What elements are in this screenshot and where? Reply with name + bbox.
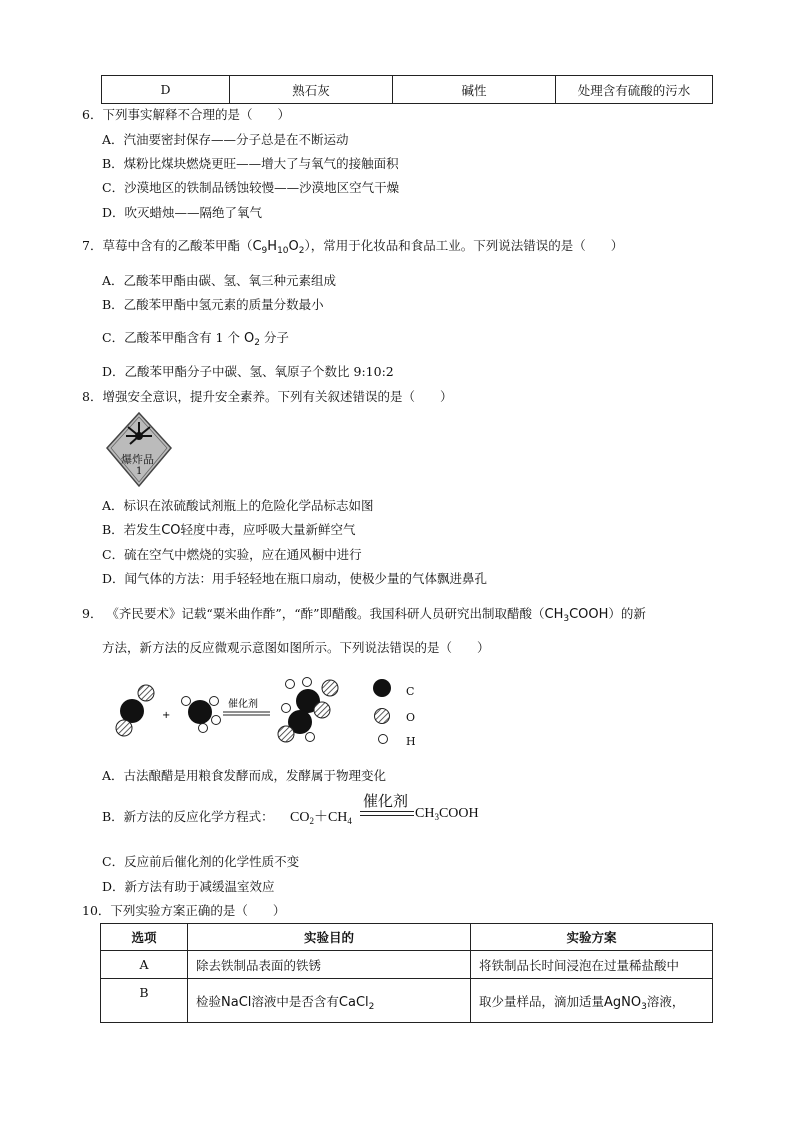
q8-stem: 8．增强安全意识，提升安全素养。下列有关叙述错误的是（ ）	[82, 389, 453, 404]
equation-equals	[360, 811, 414, 816]
row-b-plan: 取少量样品，滴加适量AgNO$_3$溶液，	[471, 979, 713, 1023]
row-b-goal: 检验NaCl溶液中是否含有CaCl$_2$	[188, 979, 471, 1023]
q7-stem-text-2: ），常用于化妆品和食品工业。下列说法错误的是（ ）	[304, 238, 624, 253]
q8-option-a: A．标识在浓硫酸试剂瓶上的危险化学品标志如图	[102, 498, 374, 513]
svg-text:+: +	[162, 710, 171, 721]
q6-option-c: C．沙漠地区的铁制品锈蚀较慢——沙漠地区空气干燥	[102, 180, 400, 195]
top-table	[101, 75, 713, 104]
legend-o: O	[406, 711, 416, 724]
table-row	[101, 979, 713, 1023]
table-cell: 处理含有硫酸的污水	[556, 76, 713, 104]
q9-option-b: B．新方法的反应化学方程式：	[102, 809, 274, 824]
equation-catalyst: 催化剂	[363, 792, 409, 810]
table-header-row	[101, 924, 713, 951]
explosive-icon	[104, 410, 174, 490]
row-b-option: B	[101, 979, 188, 1023]
q7-option-b: B．乙酸苯甲酯中氢元素的质量分数最小	[102, 297, 324, 312]
header-goal: 实验目的	[188, 924, 471, 951]
q7-stem-text: 7．草莓中含有的乙酸苯甲酯（	[82, 238, 253, 253]
q6-option-b: B．煤粉比煤块燃烧更旺——增大了与氧气的接触面积	[102, 156, 399, 171]
equation-product: $CH_3COOH$	[415, 806, 479, 822]
q9-option-a: A．古法酿醋是用粮食发酵而成，发酵属于物理变化	[102, 768, 387, 783]
q8-option-d: D．闻气体的方法：用手轻轻地在瓶口扇动，使极少量的气体飘进鼻孔	[102, 571, 488, 586]
q6-option-d: D．吹灭蜡烛——隔绝了氧气	[102, 205, 263, 220]
molecule-diagram	[110, 668, 440, 750]
sign-number: 1	[136, 466, 143, 477]
q9-line-2: 方法，新方法的反应微观示意图如图所示。下列说法错误的是（ ）	[102, 640, 490, 655]
row-a-goal: 除去铁制品表面的铁锈	[188, 951, 471, 979]
table-row	[102, 76, 713, 104]
row-a-plan: 将铁制品长时间浸泡在过量稀盐酸中	[471, 951, 713, 979]
legend-c: C	[406, 685, 415, 698]
row-a-option: A	[101, 951, 188, 979]
q6-stem: 6．下列事实解释不合理的是（ ）	[82, 107, 290, 122]
o2-formula: $O_2$	[243, 331, 260, 348]
q7-option-a: A．乙酸苯甲酯由碳、氢、氧三种元素组成	[102, 273, 337, 288]
svg-text:催化剂: 催化剂	[228, 699, 258, 710]
q10-stem: 10．下列实验方案正确的是（ ）	[82, 903, 286, 918]
q7-stem	[82, 236, 623, 254]
legend-h: H	[406, 735, 416, 748]
q9-line-1: 9． 《齐民要术》记载“粟米曲作酢”，“酢”即醋酸。我国科研人员研究出制取醋酸$(CH_3COOH)$的新	[82, 606, 646, 624]
table-cell: D	[102, 76, 230, 104]
table-cell: 碱性	[393, 76, 556, 104]
reaction-diagram	[110, 668, 440, 750]
q7-option-c: C．乙酸苯甲酯含有 1 个 $O_2$ 分子	[102, 330, 289, 348]
q9-option-d: D．新方法有助于减缓温室效应	[102, 879, 275, 894]
header-option: 选项	[101, 924, 188, 951]
q6-option-a: A．汽油要密封保存——分子总是在不断运动	[102, 132, 349, 147]
q7-formula: $C_9H_{10}O_2$	[252, 239, 305, 256]
q8-option-b: B．若发生CO轻度中毒，应呼吸大量新鲜空气	[102, 522, 356, 538]
sign-label: 爆炸品	[121, 453, 154, 466]
table-cell: 熟石灰	[230, 76, 393, 104]
q7-option-d: D．乙酸苯甲酯分子中碳、氢、氧原子个数比 9:10:2	[102, 364, 394, 379]
q9-option-c: C．反应前后催化剂的化学性质不变	[102, 854, 300, 869]
q10-table	[100, 923, 713, 1023]
explosive-hazard-sign	[104, 410, 174, 490]
table-row	[101, 951, 713, 979]
q8-option-c: C．硫在空气中燃烧的实验，应在通风橱中进行	[102, 547, 362, 562]
chemical-equation: $CO_2+CH_4$	[290, 810, 352, 826]
acetic-acid-formula: $CH_3COOH$	[544, 607, 609, 624]
header-plan: 实验方案	[471, 924, 713, 951]
